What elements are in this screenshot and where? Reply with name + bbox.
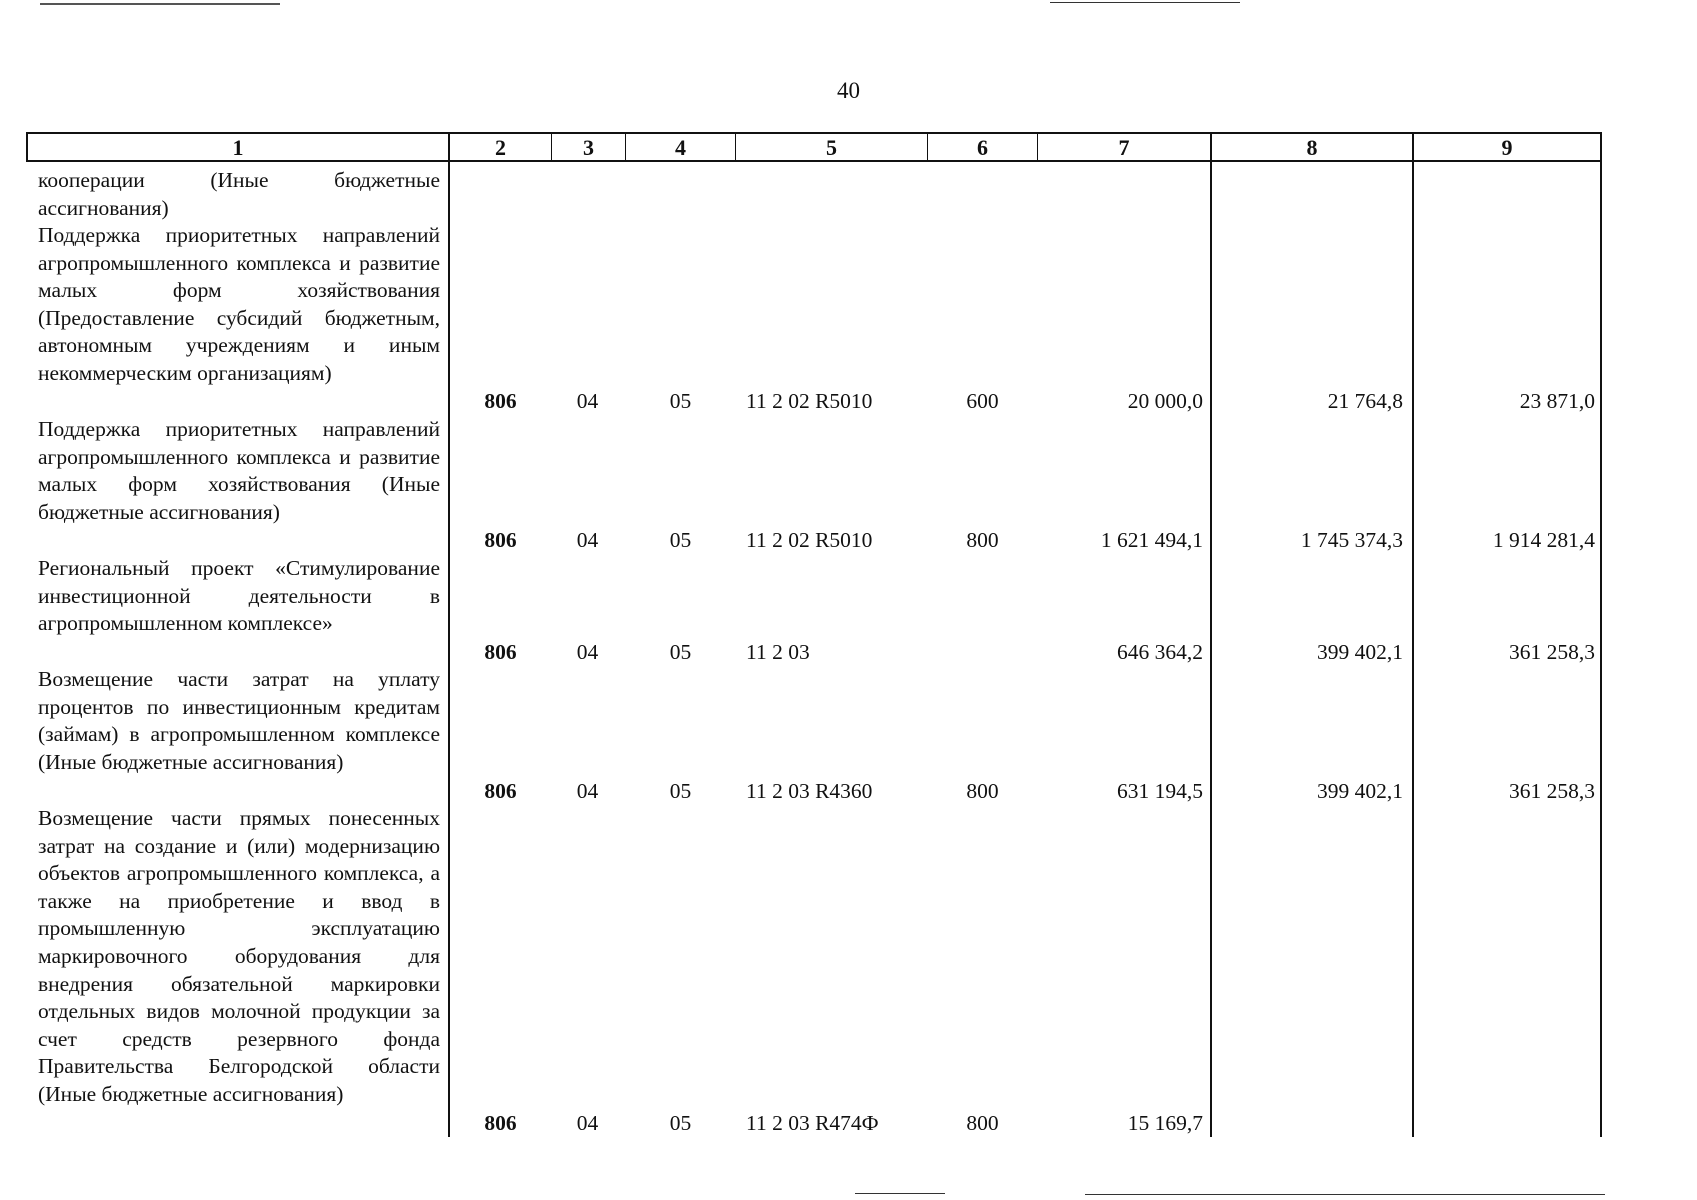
header-col-6: 6 [977, 135, 988, 160]
target-article: 11 2 02 R5010 [746, 528, 873, 552]
col-border-9 [1600, 132, 1602, 1137]
header-col-2: 2 [495, 135, 506, 160]
expense-type: 800 [966, 528, 999, 552]
col-border-1 [448, 132, 450, 1137]
target-article: 11 2 03 [746, 640, 810, 664]
subsection-code: 05 [669, 389, 692, 413]
scan-edge-top-left [40, 3, 280, 5]
row-description: Возмещение части затрат на уплату процентов по инвестиционным кредитам (займам) в агропромышленном комплексе (Иные бюджетные ассигнования) [38, 667, 440, 774]
row-description: Региональный проект «Стимулирование инвестиционной деятельности в агропромышленном комплексе» [38, 556, 440, 636]
target-article: 11 2 02 R5010 [746, 389, 873, 413]
amount-col-8: 399 402,1 [1317, 640, 1403, 664]
col-border-7 [1210, 132, 1212, 1137]
section-code: 04 [576, 1111, 599, 1135]
target-article: 11 2 03 R474Ф [746, 1111, 879, 1135]
ministry-code: 806 [484, 1111, 517, 1135]
header-col-3: 3 [583, 135, 594, 160]
row-description: Поддержка приоритетных направлений агропромышленного комплекса и развитие малых форм хозяйствования (Иные бюджетные ассигнования) [38, 417, 440, 524]
row-description: кооперации (Иные бюджетные ассигнования) [38, 168, 440, 220]
subsection-code: 05 [669, 1111, 692, 1135]
expense-type: 800 [966, 779, 999, 803]
section-code: 04 [576, 640, 599, 664]
amount-col-7: 631 194,5 [1117, 779, 1203, 803]
ministry-code: 806 [484, 779, 517, 803]
header-bottom-border [26, 160, 1602, 162]
header-col-7: 7 [1118, 135, 1130, 160]
col-border-8 [1412, 132, 1414, 1137]
header-col-8: 8 [1306, 135, 1318, 160]
header-col-9: 9 [1501, 135, 1513, 160]
amount-col-7: 646 364,2 [1117, 640, 1203, 664]
section-code: 04 [576, 528, 599, 552]
scan-edge-bottom-left [855, 1193, 945, 1194]
expense-type: 600 [966, 389, 999, 413]
scan-edge-bottom-right [1085, 1194, 1605, 1195]
row-description: Возмещение части прямых понесенных затрат на создание и (или) модернизацию объектов агропромышленного комплекса, а также на приобретение и ввод в промышленную эксплуатацию маркировочного оборудования для внедрения обязательной маркировки отдельных видов молочной продукции за счет средств резервного фонда Правительства Белгородской области (Иные бюджетные ассигнования) [38, 806, 440, 1106]
target-article: 11 2 03 R4360 [746, 779, 873, 803]
amount-col-7: 1 621 494,1 [1100, 528, 1203, 552]
section-code: 04 [576, 389, 599, 413]
amount-col-8: 399 402,1 [1317, 779, 1403, 803]
section-code: 04 [576, 779, 599, 803]
subsection-code: 05 [669, 779, 692, 803]
amount-col-9: 361 258,3 [1509, 779, 1595, 803]
ministry-code: 806 [484, 640, 517, 664]
amount-col-9: 23 871,0 [1519, 389, 1595, 413]
amount-col-9: 1 914 281,4 [1492, 528, 1595, 552]
expense-type: 800 [966, 1111, 999, 1135]
amount-col-8: 1 745 374,3 [1300, 528, 1403, 552]
ministry-code: 806 [484, 389, 517, 413]
page-number: 40 [837, 78, 860, 103]
amount-col-9: 361 258,3 [1509, 640, 1595, 664]
amount-col-7: 20 000,0 [1127, 389, 1203, 413]
subsection-code: 05 [669, 640, 692, 664]
scan-edge-top-right [1050, 2, 1240, 3]
amount-col-8: 21 764,8 [1327, 389, 1403, 413]
header-col-1: 1 [232, 135, 244, 160]
header-col-4: 4 [675, 135, 686, 160]
header-col-5: 5 [826, 135, 837, 160]
ministry-code: 806 [484, 528, 517, 552]
amount-col-7: 15 169,7 [1127, 1111, 1203, 1135]
row-description: Поддержка приоритетных направлений агропромышленного комплекса и развитие малых форм хозяйствования (Предоставление субсидий бюджетным, автономным учреждениям и иным некоммерческим организациям) [38, 223, 440, 385]
subsection-code: 05 [669, 528, 692, 552]
